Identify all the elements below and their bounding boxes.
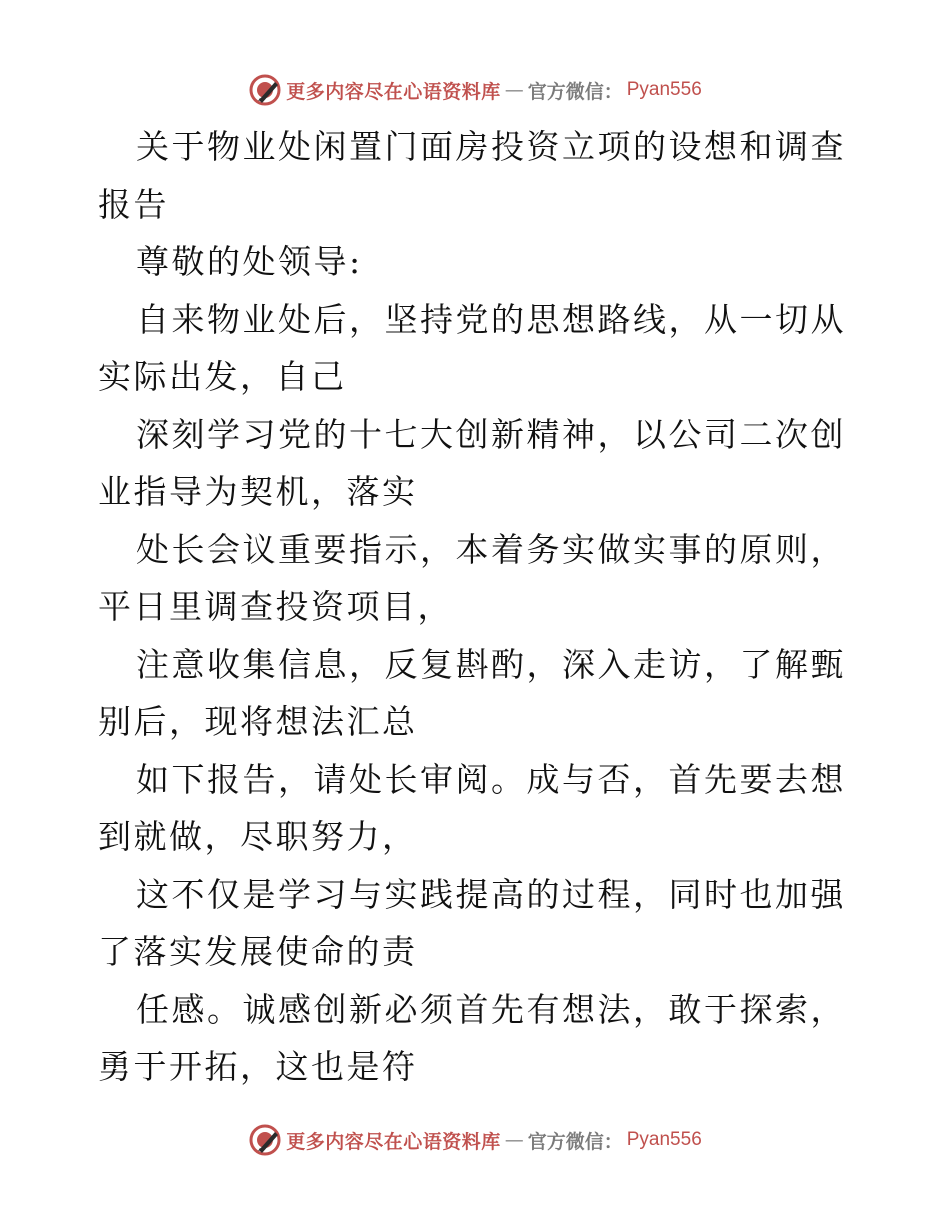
- footer-watermark: [0, 1120, 950, 1160]
- watermark-site-text: 更多内容尽在心语资料库: [286, 1130, 501, 1153]
- paragraph: 深刻学习党的十七大创新精神，以公司二次创业指导为契机，落实: [98, 414, 846, 511]
- watermark-wechat-label: 官方微信：: [527, 1130, 623, 1153]
- pen-logo-icon: [248, 1123, 282, 1157]
- paragraph: 如下报告，请处长审阅。成与否，首先要去想到就做，尽职努力，: [98, 759, 846, 856]
- watermark-group: [248, 1123, 702, 1157]
- watermark-site-text: 更多内容尽在心语资料库: [286, 80, 501, 103]
- document-title: 关于物业处闲置门面房投资立项的设想和调查报告: [98, 127, 846, 224]
- paragraph: 这不仅是学习与实践提高的过程，同时也加强了落实发展使命的责: [98, 874, 846, 971]
- paragraph: 处长会议重要指示，本着务实做实事的原则，平日里调查投资项目，: [98, 529, 846, 626]
- watermark-dash: —: [504, 1129, 524, 1151]
- paragraph: 自来物业处后，坚持党的思想路线，从一切从实际出发，自己: [98, 299, 846, 396]
- paragraph: 任感。诚感创新必须首先有想法，敢于探索，勇于开拓，这也是符: [98, 989, 846, 1086]
- watermark-wechat-id: Pyan556: [626, 1129, 702, 1150]
- watermark-dash: —: [504, 79, 524, 101]
- watermark-group: [248, 73, 702, 107]
- pen-logo-icon: [248, 73, 282, 107]
- header-watermark: [0, 70, 950, 110]
- paragraph: 注意收集信息，反复斟酌，深入走访，了解甄别后，现将想法汇总: [98, 644, 846, 741]
- document-salutation: 尊敬的处领导:: [136, 242, 363, 281]
- document-body: [98, 118, 858, 1096]
- watermark-wechat-id: Pyan556: [626, 79, 702, 100]
- watermark-wechat-label: 官方微信：: [527, 80, 623, 103]
